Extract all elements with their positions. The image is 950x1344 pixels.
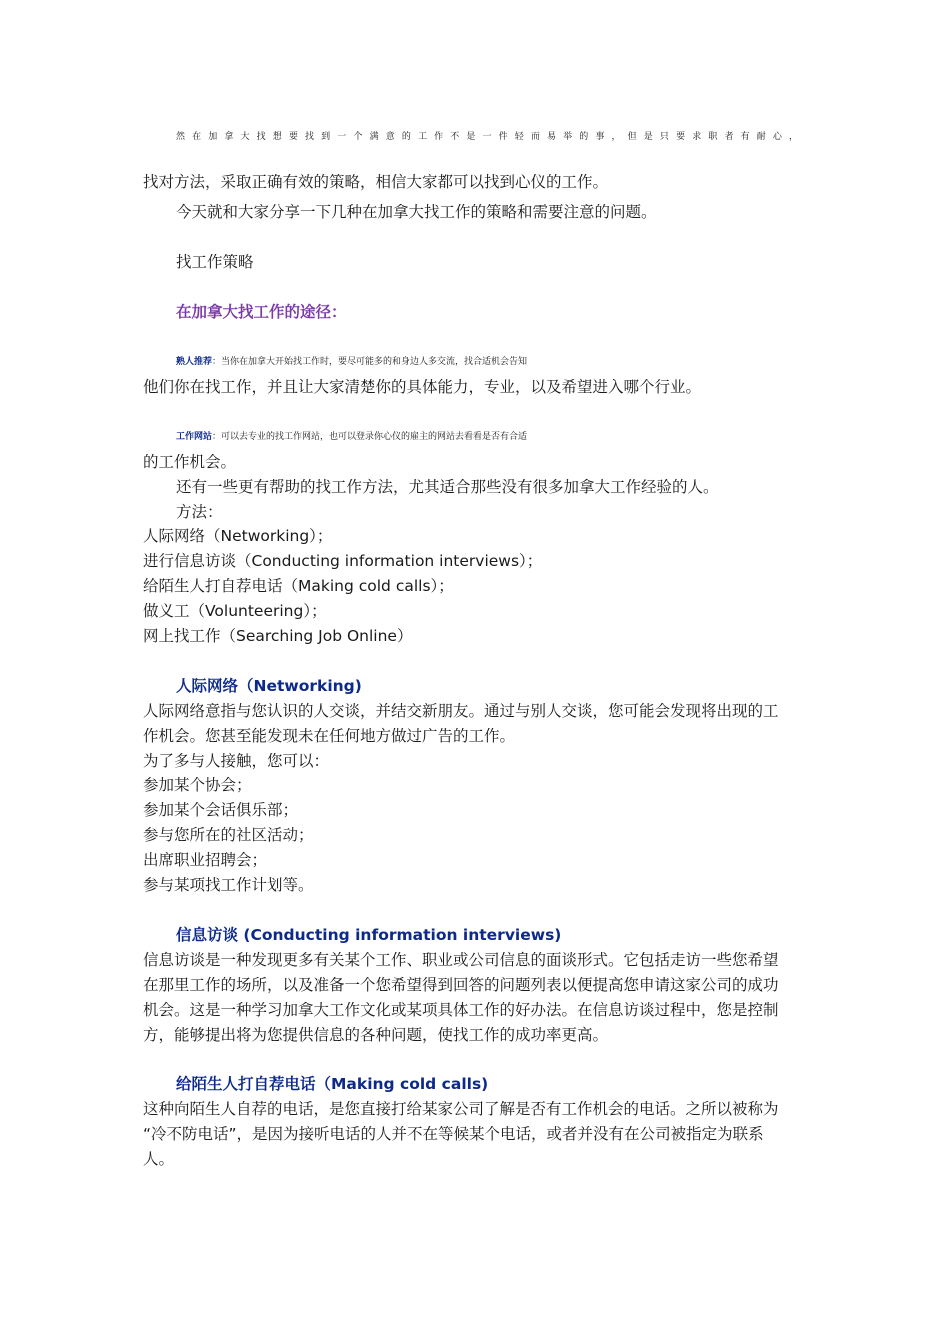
- intro-line-1: 然在加拿大找想要找到一个满意的工作不是一件轻而易举的事，但是只要求职者有耐心，: [176, 132, 798, 142]
- more-methods: 还有一些更有帮助的找工作方法，尤其适合那些没有很多加拿大工作经验的人。: [176, 478, 719, 496]
- websites-line-2: 的工作机会。: [143, 453, 237, 471]
- referral-line-1: [176, 351, 798, 373]
- method-item: 人际网络（Networking）；: [143, 527, 333, 545]
- cold-calls-line: “冷不防电话”，是因为接听电话的人并不在等候某个电话，或者并没有在公司被指定为联系: [143, 1125, 764, 1143]
- websites-text-1: ：可以去专业的找工作网站，也可以登录你心仪的雇主的网站去看看是否有合适: [212, 432, 528, 442]
- networking-item: 参与您所在的社区活动；: [143, 826, 314, 844]
- networking-para-line-2: 作机会。您甚至能发现未在任何地方做过广告的工作。: [143, 727, 516, 745]
- methods-label: 方法：: [176, 503, 223, 521]
- referral-text-1: ：当你在加拿大开始找工作时，要尽可能多的和身边人多交流，找合适机会告知: [212, 357, 528, 367]
- interviews-line: 方，能够提出将为您提供信息的各种问题，使找工作的成功率更高。: [143, 1026, 609, 1044]
- strategy-title: 找工作策略: [176, 253, 254, 271]
- interviews-line: 在那里工作的场所，以及准备一个您希望得到回答的问题列表以便提高您申请这家公司的成功: [143, 976, 779, 994]
- referral-line-2: 他们你在找工作，并且让大家清楚你的具体能力，专业，以及希望进入哪个行业。: [143, 378, 702, 396]
- networking-para-line-1: 人际网络意指与您认识的人交谈，并结交新朋友。通过与别人交谈，您可能会发现将出现的工: [143, 702, 779, 720]
- networking-heading: 人际网络（Networking): [176, 677, 362, 695]
- networking-item: 出席职业招聘会；: [143, 851, 268, 869]
- method-item: 给陌生人打自荐电话（Making cold calls）；: [143, 577, 454, 595]
- cold-calls-line: 人。: [143, 1150, 175, 1168]
- interviews-line: 机会。这是一种学习加拿大工作文化或某项具体工作的好办法。在信息访谈过程中，您是控制: [143, 1001, 779, 1019]
- interviews-heading: 信息访谈 (Conducting information interviews): [176, 926, 562, 944]
- cold-calls-heading: 给陌生人打自荐电话（Making cold calls): [176, 1075, 489, 1093]
- referral-label: 熟人推荐: [176, 357, 213, 367]
- intro-line-2: 找对方法，采取正确有效的策略，相信大家都可以找到心仪的工作。: [143, 173, 609, 191]
- intro-line-3: 今天就和大家分享一下几种在加拿大找工作的策略和需要注意的问题。: [176, 203, 657, 221]
- ways-heading: 在加拿大找工作的途径：: [176, 303, 347, 321]
- method-item: 进行信息访谈（Conducting information interviews）；: [143, 552, 543, 570]
- networking-item: 参加某个会话俱乐部；: [143, 801, 299, 819]
- networking-item: 参加某个协会；: [143, 776, 252, 794]
- method-item: 做义工（Volunteering）；: [143, 602, 327, 620]
- websites-line-1: [176, 426, 798, 448]
- networking-intro: 为了多与人接触，您可以：: [143, 752, 330, 770]
- method-item: 网上找工作（Searching Job Online）: [143, 627, 413, 645]
- networking-item: 参与某项找工作计划等。: [143, 876, 314, 894]
- cold-calls-line: 这种向陌生人自荐的电话，是您直接打给某家公司了解是否有工作机会的电话。之所以被称为: [143, 1100, 779, 1118]
- interviews-line: 信息访谈是一种发现更多有关某个工作、职业或公司信息的面谈形式。它包括走访一些您希望: [143, 951, 779, 969]
- websites-label: 工作网站: [176, 432, 213, 442]
